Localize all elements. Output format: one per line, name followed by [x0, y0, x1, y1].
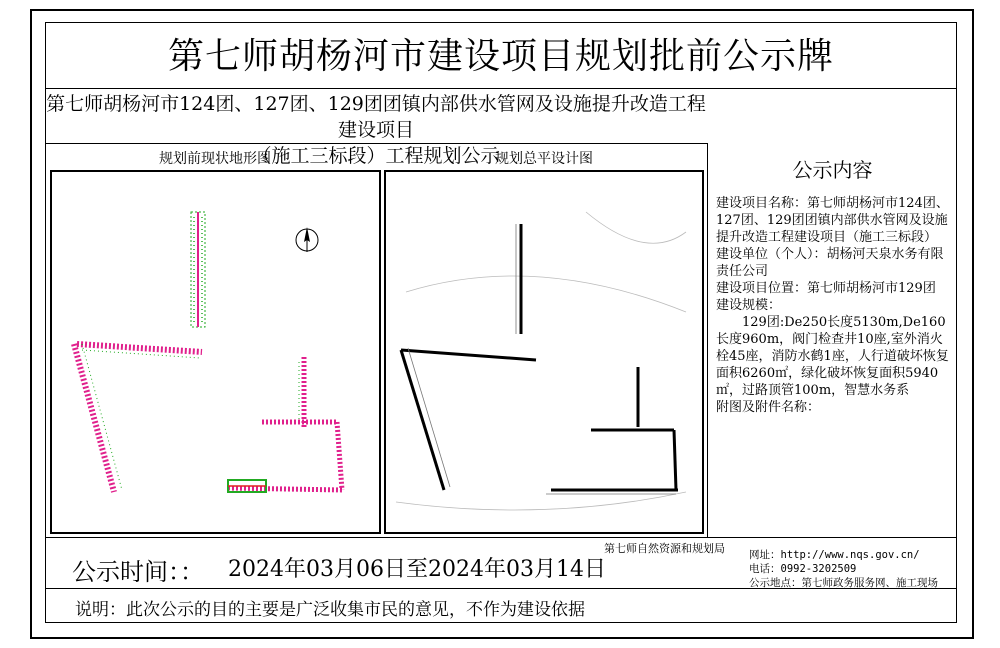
announcement-time-value: 2024年03月06日至2024年03月14日 — [228, 557, 606, 582]
place-text: 公示地点：第七师政务服务网、施工现场 — [749, 577, 938, 589]
disclaimer-note: 说明：此次公示的目的主要是广泛收集市民的意见，不作为建设依据 — [75, 600, 585, 620]
announcement-content — [716, 195, 952, 416]
plan-pipe-west — [401, 348, 536, 490]
project-heading-line1: 第七师胡杨河市124团、127团、129团团镇内部供水管网及设施提升改造工程建设项目 — [46, 93, 706, 141]
construction-unit-text: 建设单位（个人）：胡杨河天泉水务有限责任公司 — [716, 247, 944, 279]
divider-title — [45, 88, 957, 89]
scale-text: 129团:De250长度5130m,De160长度960m，阀门检查井10座,室外消火栓45座，消防水鹤1座，人行道破坏恢复面积6260㎡，绿化破坏恢复面积5940㎡，过路顶管100m，智慧水务系 — [716, 315, 949, 398]
map-right-label: 规划总平设计图 — [495, 151, 593, 167]
map-left-label: 规划前现状地形图 — [159, 151, 271, 167]
map-master-plan — [384, 170, 704, 534]
project-name-text: 建设项目名称：第七师胡杨河市124团、127团、129团团镇内部供水管网及设施提升改造工程建设项目（施工三标段） — [716, 196, 949, 245]
website-text: 网址：http://www.nqs.gov.cn/ — [749, 549, 920, 561]
map-segment-north — [191, 212, 205, 327]
map-plan-svg — [386, 172, 702, 532]
divider-footer — [45, 537, 957, 538]
attachments-label: 附图及附件名称： — [716, 400, 821, 415]
contact-info — [749, 548, 959, 590]
divider-panel — [707, 143, 708, 537]
plan-pipe-north — [516, 224, 521, 334]
plan-pipe-east — [546, 367, 678, 494]
map-existing-topography — [50, 170, 381, 534]
announcement-time-label: 公示时间：： — [72, 558, 204, 586]
map-segment-east — [228, 357, 344, 492]
project-location-text: 建设项目位置：第七师胡杨河市129团 — [716, 281, 936, 296]
north-arrow-icon — [296, 227, 318, 252]
plan-context-lines — [396, 212, 686, 510]
project-heading-line2: （施工三标段）工程规划公示 — [252, 145, 500, 167]
scale-label: 建设规模： — [716, 298, 782, 313]
phone-text: 电话：0992-3202509 — [749, 563, 857, 575]
bureau-name: 第七师自然资源和规划局 — [604, 542, 725, 555]
map-existing-svg — [52, 172, 379, 532]
panel-title: 公示内容 — [792, 158, 873, 182]
map-segment-west — [74, 344, 202, 492]
board-title: 第七师胡杨河市建设项目规划批前公示牌 — [167, 36, 834, 77]
